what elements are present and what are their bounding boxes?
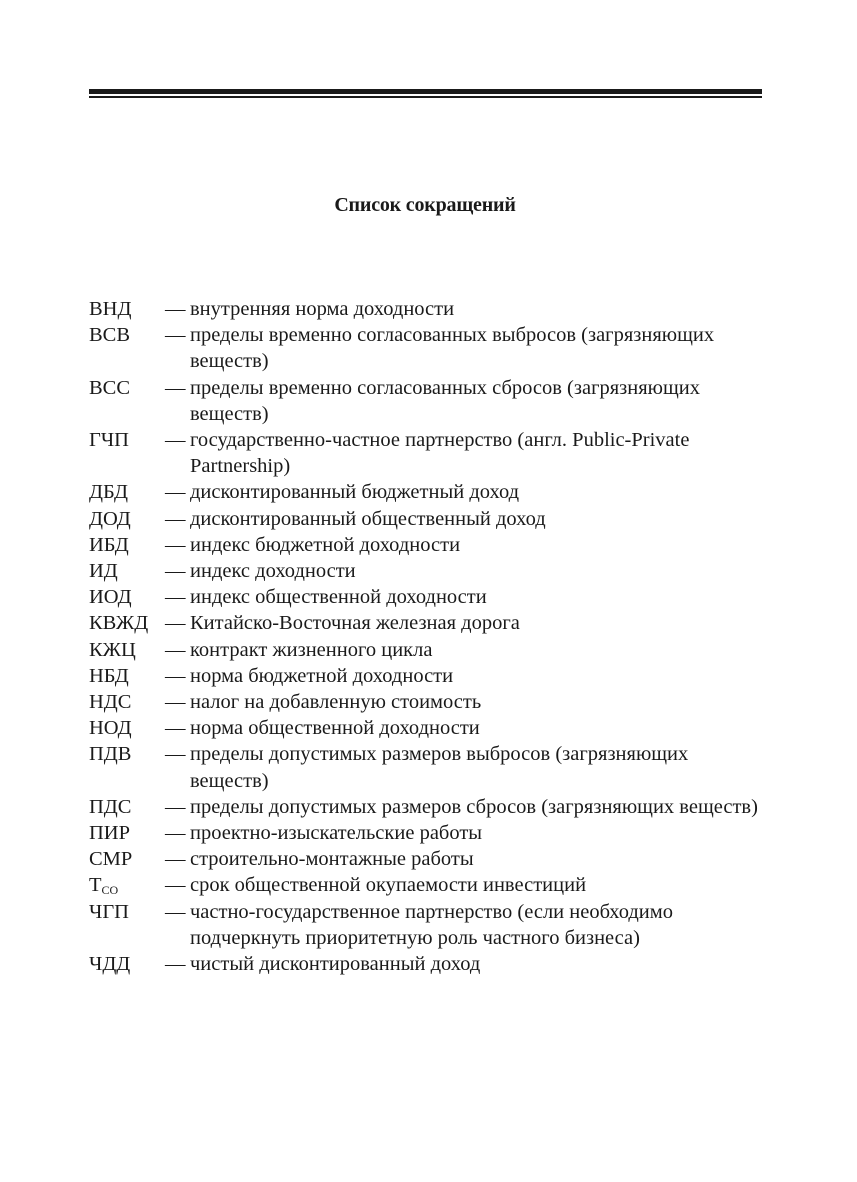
dash: — (165, 717, 186, 740)
definition: индекс доходности (190, 560, 356, 583)
definition: проектно-изыскательские работы (190, 822, 483, 845)
dash: — (165, 874, 186, 897)
dash: — (165, 795, 186, 818)
definition: налог на добавленную стоимость (190, 691, 482, 714)
dash: — (165, 324, 186, 347)
definition: пределы допустимых размеров сбросов (загрязняющих веществ) (190, 795, 758, 818)
definition: пределы допустимых размеров выбросов (загрязняющих веществ) (190, 743, 689, 792)
definition: норма бюджетной доходности (190, 664, 454, 687)
abbreviation: НОД (89, 717, 132, 740)
dash: — (165, 848, 186, 871)
abbreviation: ИД (89, 560, 118, 583)
dash: — (165, 560, 186, 583)
definition: индекс общественной доходности (190, 586, 487, 609)
abbreviation: ПДВ (89, 743, 132, 766)
dash: — (165, 638, 186, 661)
abbreviation-base: Т (89, 874, 102, 897)
list-item (89, 427, 769, 479)
list-item (89, 899, 769, 951)
definition: частно-государственное партнерство (если необходимо подчеркнуть приоритетную роль частного бизнеса) (190, 900, 674, 949)
definition: контракт жизненного цикла (190, 638, 433, 661)
definition: пределы временно согласованных выбросов (загрязняющих веществ) (190, 324, 715, 373)
page-title: Список сокращений (334, 194, 516, 216)
abbreviation: ДБД (89, 481, 128, 504)
definition: норма общественной доходности (190, 717, 480, 740)
list-item (89, 741, 769, 793)
abbreviation: ПИР (89, 822, 131, 845)
abbreviation: ГЧП (89, 429, 129, 452)
abbreviation-subscript: СО (101, 883, 119, 898)
abbreviation: КВЖД (89, 612, 149, 635)
dash: — (165, 481, 186, 504)
abbreviation: НБД (89, 664, 129, 687)
list-item (89, 506, 769, 532)
abbreviation: СМР (89, 848, 133, 871)
list-item (89, 322, 769, 374)
abbreviation: НДС (89, 691, 132, 714)
dash: — (165, 507, 186, 530)
dash: — (165, 822, 186, 845)
abbreviation (89, 872, 118, 898)
definition: чистый дисконтированный доход (190, 953, 481, 976)
dash: — (165, 612, 186, 635)
list-item (89, 689, 769, 715)
list-item (89, 479, 769, 505)
dash: — (165, 953, 186, 976)
definition: срок общественной окупаемости инвестиций (190, 874, 587, 897)
list-item (89, 610, 769, 636)
list-item (89, 715, 769, 741)
definition: дисконтированный бюджетный доход (190, 481, 520, 504)
definition: дисконтированный общественный доход (190, 507, 546, 530)
list-item (89, 584, 769, 610)
dash: — (165, 664, 186, 687)
list-item (89, 532, 769, 558)
list-item (89, 558, 769, 584)
list-item (89, 820, 769, 846)
list-item (89, 872, 769, 898)
dash: — (165, 429, 186, 452)
list-item (89, 375, 769, 427)
dash: — (165, 691, 186, 714)
abbreviation: ДОД (89, 507, 131, 530)
definition: внутренняя норма доходности (190, 298, 455, 320)
header-rule-thin (89, 96, 762, 98)
abbreviation: ВСВ (89, 324, 131, 347)
abbreviation: КЖЦ (89, 638, 136, 661)
definition: строительно-монтажные работы (190, 848, 474, 871)
definition: государственно-частное партнерство (англ. Public-Private Partnership) (190, 429, 690, 478)
abbreviation: ВСС (89, 376, 131, 399)
definition: Китайско-Восточная железная дорога (190, 612, 520, 635)
list-item (89, 637, 769, 663)
dash: — (165, 298, 186, 320)
list-item (89, 296, 769, 322)
abbreviation: ЧДД (89, 953, 131, 976)
abbreviation: ИОД (89, 586, 132, 609)
header-rule-thick (89, 89, 762, 94)
definition: индекс бюджетной доходности (190, 533, 461, 556)
dash: — (165, 586, 186, 609)
list-item (89, 951, 769, 977)
definition: пределы временно согласованных сбросов (загрязняющих веществ) (190, 376, 700, 425)
dash: — (165, 533, 186, 556)
dash: — (165, 900, 186, 923)
abbreviation: ПДС (89, 795, 132, 818)
abbreviation-list (89, 296, 769, 977)
abbreviation: ЧГП (89, 900, 129, 923)
dash: — (165, 376, 186, 399)
abbreviation: ВНД (89, 298, 132, 320)
dash: — (165, 743, 186, 766)
abbreviation: ИБД (89, 533, 129, 556)
list-item (89, 794, 769, 820)
list-item (89, 846, 769, 872)
list-item (89, 663, 769, 689)
